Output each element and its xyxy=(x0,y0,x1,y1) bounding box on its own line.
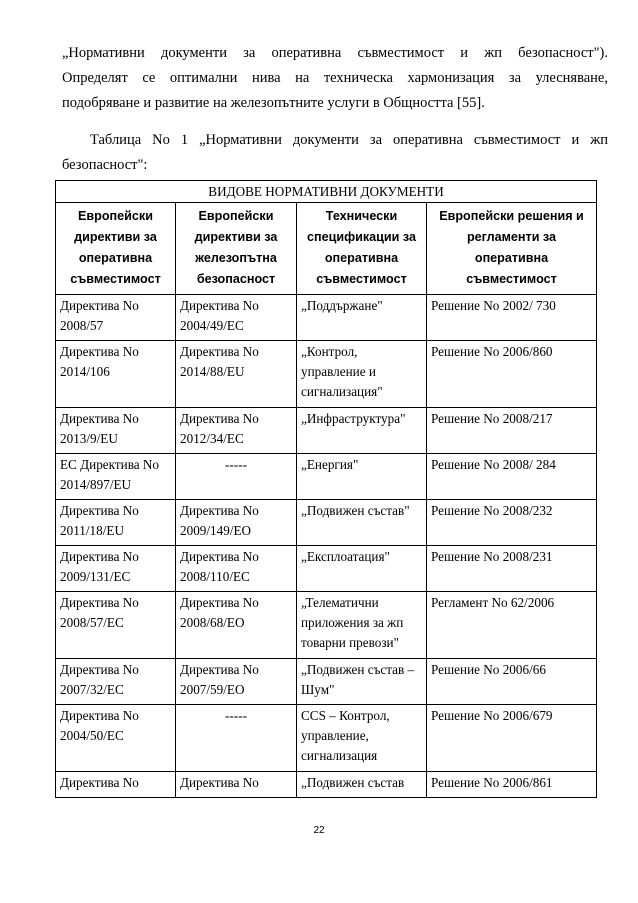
table-cell: Директива No 2008/57 xyxy=(56,295,176,341)
table-cell: Решение No 2008/217 xyxy=(427,408,597,454)
column-header: Европейски директиви за железопътна безопасност xyxy=(176,203,297,295)
table-cell: Директива No 2007/59/EO xyxy=(176,659,297,705)
column-header: Технически спецификации за оперативна съвместимост xyxy=(297,203,427,295)
paragraph-line: „Нормативни документи за оперативна съвместимост и жп безопасност"). xyxy=(62,45,608,61)
table-row xyxy=(56,408,597,454)
table-cell: Директива No 2004/49/EC xyxy=(176,295,297,341)
table-cell: ----- xyxy=(176,454,297,500)
table-cell: Директива No 2008/110/EC xyxy=(176,546,297,592)
paragraph-line: Определят се оптимални нива на техническа хармонизация за улесняване, xyxy=(62,70,608,86)
table-row xyxy=(56,772,597,798)
table-row xyxy=(56,592,597,659)
table-row xyxy=(56,295,597,341)
table-cell: Директива No 2007/32/EC xyxy=(56,659,176,705)
table-row xyxy=(56,341,597,408)
table-cell: Директива No 2011/18/EU xyxy=(56,500,176,546)
table-cell: Решение No 2006/66 xyxy=(427,659,597,705)
table-cell: Директива No 2012/34/EC xyxy=(176,408,297,454)
table-cell: „Енергия" xyxy=(297,454,427,500)
table-cell: „Подвижен състав xyxy=(297,772,427,798)
table-row xyxy=(56,705,597,772)
table-caption xyxy=(62,128,608,178)
table-cell: Директива No xyxy=(176,772,297,798)
table-cell: Директива No 2014/88/EU xyxy=(176,341,297,408)
table-cell: CCS – Контрол, управление, сигнализация xyxy=(297,705,427,772)
table-cell: ----- xyxy=(176,705,297,772)
table-cell: „Подвижен състав – Шум" xyxy=(297,659,427,705)
table-cell: Директива No 2008/68/EO xyxy=(176,592,297,659)
table-cell: Директива No 2008/57/EC xyxy=(56,592,176,659)
table-row xyxy=(56,454,597,500)
page-number: 22 xyxy=(313,825,325,836)
table-cell: „Инфраструктура" xyxy=(297,408,427,454)
table-cell: Решение No 2008/ 284 xyxy=(427,454,597,500)
table-cell: „Експлоатация" xyxy=(297,546,427,592)
caption-line: Таблица No 1 „Нормативни документи за оперативна съвместимост и жп xyxy=(90,132,608,148)
table-row xyxy=(56,659,597,705)
paragraph-line: подобряване и развитие на железопътните услуги в Общността [55]. xyxy=(62,95,485,111)
table-cell: Решение No 2008/231 xyxy=(427,546,597,592)
table-cell: EC Директива No 2014/897/EU xyxy=(56,454,176,500)
table-cell: Директива No 2009/131/EC xyxy=(56,546,176,592)
intro-paragraph xyxy=(62,41,608,116)
table-cell: „Поддържане" xyxy=(297,295,427,341)
caption-line: безопасност": xyxy=(62,157,148,173)
table-cell: „Контрол, управление и сигнализация" xyxy=(297,341,427,408)
table-title: ВИДОВЕ НОРМАТИВНИ ДОКУМЕНТИ xyxy=(56,181,597,203)
table-cell: „Подвижен състав" xyxy=(297,500,427,546)
normative-documents-table xyxy=(55,180,597,798)
table-cell: Директива No 2009/149/EO xyxy=(176,500,297,546)
table-cell: Решение No 2006/679 xyxy=(427,705,597,772)
column-header: Европейски директиви за оперативна съвместимост xyxy=(56,203,176,295)
table-header-row xyxy=(56,203,597,295)
table-cell: Директива No 2013/9/EU xyxy=(56,408,176,454)
table-cell: „Телематични приложения за жп товарни превози" xyxy=(297,592,427,659)
table-cell: Решение No 2006/860 xyxy=(427,341,597,408)
table-row xyxy=(56,500,597,546)
column-header: Европейски решения и регламенти за оперативна съвместимост xyxy=(427,203,597,295)
table-cell: Регламент No 62/2006 xyxy=(427,592,597,659)
table-cell: Директива No xyxy=(56,772,176,798)
table-cell: Директива No 2004/50/EC xyxy=(56,705,176,772)
table-row xyxy=(56,546,597,592)
table-cell: Решение No 2006/861 xyxy=(427,772,597,798)
table-cell: Решение No 2002/ 730 xyxy=(427,295,597,341)
table-cell: Директива No 2014/106 xyxy=(56,341,176,408)
table-cell: Решение No 2008/232 xyxy=(427,500,597,546)
